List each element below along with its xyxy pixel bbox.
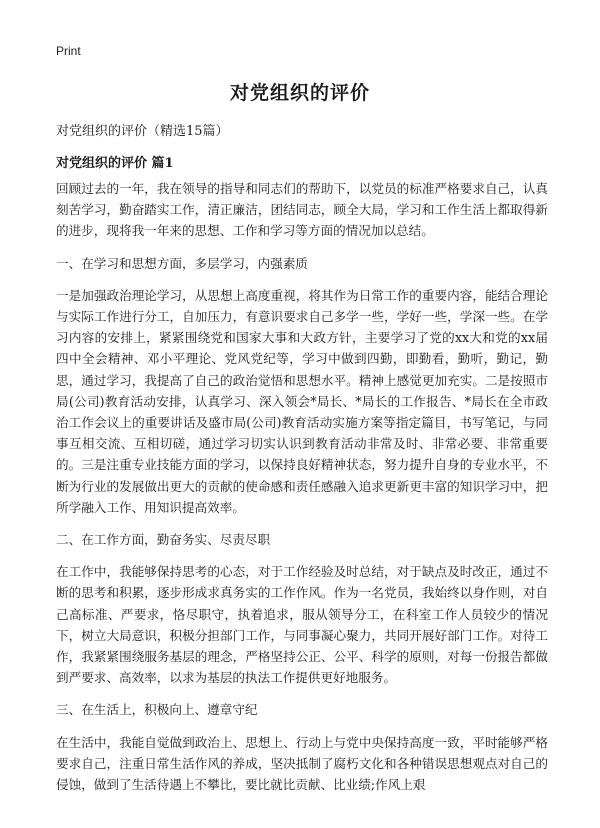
print-link[interactable]: Print bbox=[56, 44, 81, 58]
document-body bbox=[56, 178, 548, 806]
section-heading: 对党组织的评价 篇1 bbox=[56, 156, 174, 171]
document-title: 对党组织的评价 bbox=[229, 82, 370, 104]
subheading-work: 二、在工作方面，勤奋务实、尽责尽职 bbox=[56, 532, 271, 548]
paragraph-work: 在工作中，我能够保持思考的心态，对于工作经验及时总结，对于缺点及时改正，通过不断的思考和积累，逐步形成求真务实的工作作风。作为一名党员，我始终以身作则，对自己高标准、严要求，恪尽职守，执着追求，服从领导分工，在科室工作人员较少的情况下，树立大局意识，积极分担部门工作，与同事凝心聚力，共同开展好部门工作。对待工作，我紧紧围绕服务基层的理念，严格坚持公正、公平、科学的原则，对每一份报告都做到严要求、高效率，以求为基层的执法工作提供更好地服务。 bbox=[56, 564, 548, 686]
document-subtitle: 对党组织的评价（精选15篇） bbox=[56, 124, 229, 139]
subheading-study: 一、在学习和思想方面，多层学习，内强素质 bbox=[56, 255, 308, 271]
paragraph-life: 在生活中，我能自觉做到政治上、思想上、行动上与党中央保持高度一致，平时能够严格要求自己，注重日常生活作风的养成，坚决抵制了腐朽文化和各种错误思想观点对自己的侵蚀，做到了生活待遇上不攀比，要比就比贡献、比业绩;作风上艰 bbox=[56, 734, 548, 793]
subheading-life: 三、在生活上，积极向上、遵章守纪 bbox=[56, 702, 258, 718]
paragraph-intro: 回顾过去的一年，我在领导的指导和同志们的帮助下，以党员的标准严格要求自己，认真刻苦学习，勤奋踏实工作，清正廉洁，团结同志，顾全大局，学习和工作生活上都取得新的进步，现将我一年来的思想、工作和学习等方面的情况加以总结。 bbox=[56, 181, 548, 239]
paragraph-study: 一是加强政治理论学习，从思想上高度重视，将其作为日常工作的重要内容，能结合理论与实际工作进行分工，自加压力，有意识要求自己多学一些，学好一些，学深一些。在学习内容的安排上，紧紧围绕党和国家大事和大政方针，主要学习了党的xx大和党的xx届四中全会精神、邓小平理论、党风党纪等，学习中做到四勤，即勤看，勤听，勤记，勤思，通过学习，我提高了自己的政治觉悟和思想水平。精神上感觉更加充实。二是按照市局(公司)教育活动安排，认真学习、深入领会*局长、*局长的工作报告、*局长在全市政治工作会议上的重要讲话及盛市局(公司)教育活动实施方案等指定篇目，书写笔记，与同事互相交流、互相切磋，通过学习切实认识到教育活动非常及时、非常必要、非常重要的。三是注重专业技能方面的学习，以保持良好精神状态，努力提升自身的专业水平，不断为行业的发展做出更大的贡献的使命感和责任感融入追求更新更丰富的知识学习中，把所学融入工作、用知识提高效率。 bbox=[56, 287, 548, 515]
